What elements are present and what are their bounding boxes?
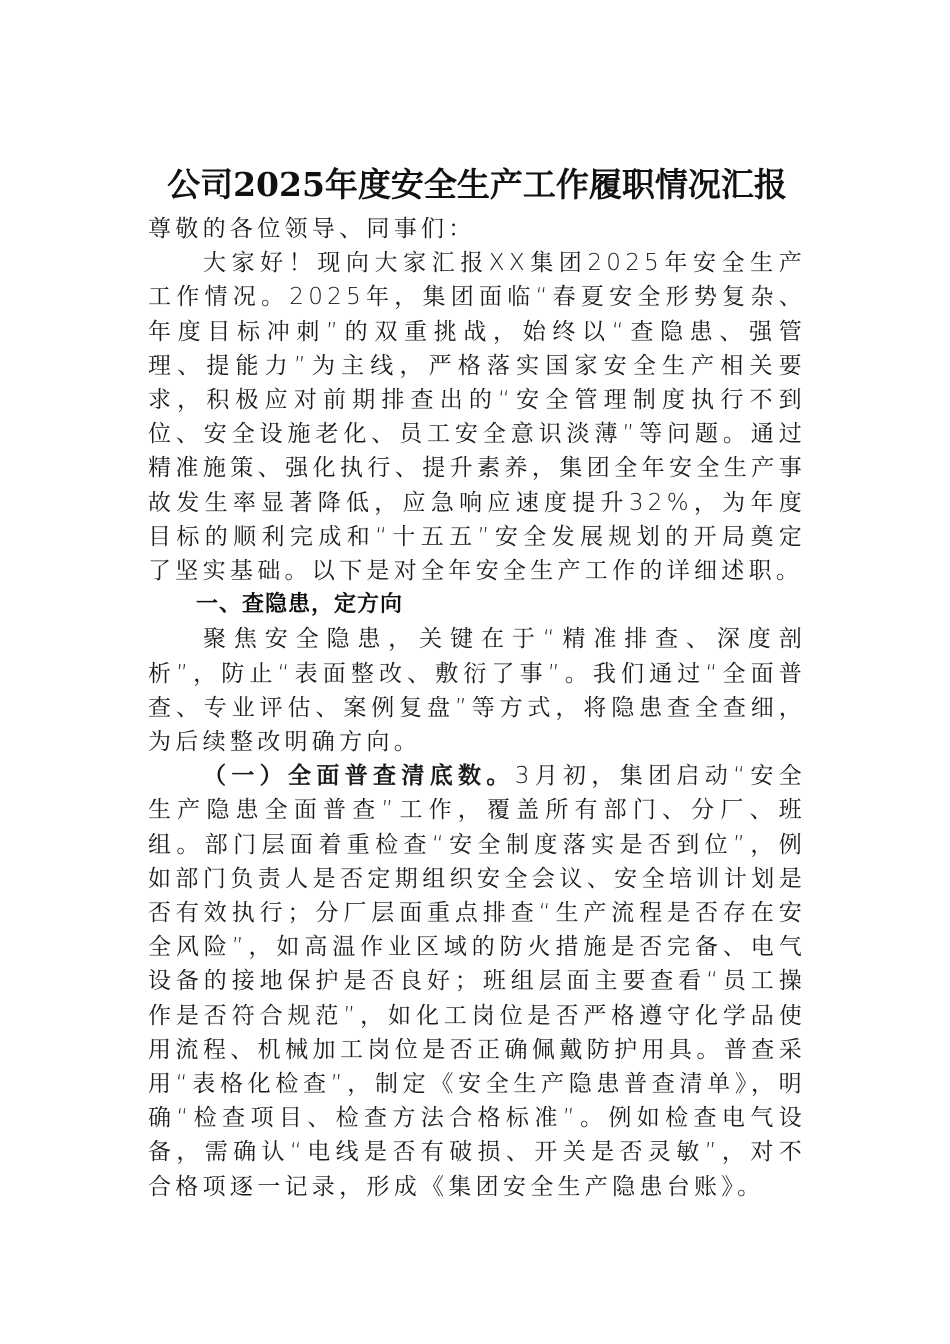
salutation: 尊敬的各位领导、同事们：	[148, 216, 476, 242]
subsection-1-body: 3月初，集团启动“安全生产隐患全面普查”工作，覆盖所有部门、分厂、班组。部门层面着重检查“安全制度落实是否到位”，例如部门负责人是否定期组织安全会议、安全培训计划是否有效执行；分厂层面重点排查“生产流程是否存在安全风险”，如高温作业区域的防火措施是否完备、电气设备的接地保护是否良好；班组层面主要查看“员工操作是否符合规范”，如化工岗位是否严格遵守化学品使用流程、机械加工岗位是否正确佩戴防护用具。普查采用“表格化检查”，制定《安全生产隐患普查清单》，明确“检查项目、检查方法合格标准”。例如检查电气设备，需确认“电线是否有破损、开关是否灵敏”，对不合格项逐一记录，形成《集团安全生产隐患台账》。	[148, 763, 806, 1200]
document-title: 公司2025年度安全生产工作履职情况汇报	[167, 165, 787, 204]
intro-paragraph: 大家好！现向大家汇报XX集团2025年安全生产工作情况。2025年，集团面临“春夏安全形势复杂、年度目标冲刺”的双重挑战，始终以“查隐患、强管理、提能力”为主线，严格落实国家安全生产相关要求，积极应对前期排查出的“安全管理制度执行不到位、安全设施老化、员工安全意识淡薄”等问题。通过精准施策、强化执行、提升素养，集团全年安全生产事故发生率显著降低，应急响应速度提升32%，为年度目标的顺利完成和“十五五”安全发展规划的开局奠定了坚实基础。以下是对全年安全生产工作的详细述职。	[148, 250, 806, 585]
document-page	[148, 160, 806, 1204]
subsection-heading-1: （一）全面普查清底数。	[203, 763, 515, 790]
section-1-paragraph: 聚焦安全隐患，关键在于“精准排查、深度剖析”，防止“表面整改、敷衍了事”。我们通过“全面普查、专业评估、案例复盘”等方式，将隐患查全查细，为后续整改明确方向。	[148, 626, 806, 756]
subsection-1-paragraph	[148, 759, 806, 1204]
section-heading-1: 一、查隐患，定方向	[196, 592, 404, 618]
